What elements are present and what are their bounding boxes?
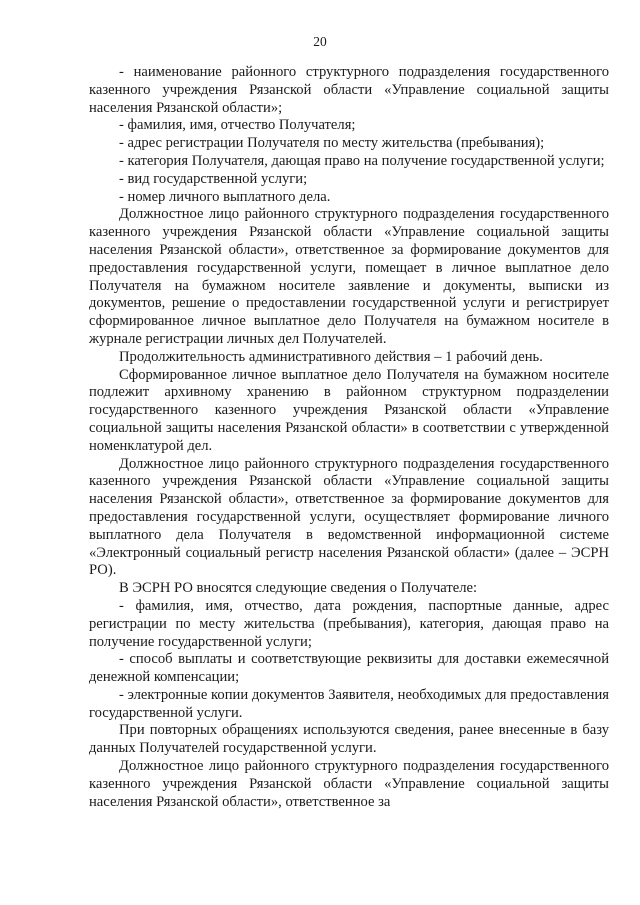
- page-number: 20: [313, 34, 327, 49]
- paragraph-list-item: - номер личного выплатного дела.: [119, 188, 331, 205]
- document-body: [89, 64, 609, 811]
- paragraph-list-item: - адрес регистрации Получателя по месту жительства (пребывания);: [119, 135, 545, 152]
- paragraph-repeat-requests: При повторных обращениях используются сведения, ранее внесенные в базу данных Получателей государственной услуги.: [89, 722, 609, 757]
- paragraph-list-item: - вид государственной услуги;: [119, 170, 308, 187]
- paragraph-list-item: - наименование районного структурного подразделения государственного казенного учреждения Рязанской области «Управление социальной защиты населения Рязанской области»;: [89, 64, 609, 116]
- paragraph-list-item: - способ выплаты и соответствующие реквизиты для доставки ежемесячной денежной компенсации;: [89, 651, 609, 686]
- paragraph-list-item: - электронные копии документов Заявителя, необходимых для предоставления государственной услуги.: [89, 686, 609, 721]
- paragraph-responsible-official-continued: Должностное лицо районного структурного подразделения государственного казенного учреждения Рязанской области «Управление социальной защиты населения Рязанской области», ответственное за: [89, 758, 609, 810]
- paragraph-esrn-formation: Должностное лицо районного структурного подразделения государственного казенного учреждения Рязанской области «Управление социальной защиты населения Рязанской области», ответственное за формирование документов для предоставления государственной услуги, осуществляет формирование личного выплатного дела Получателя в ведомственной информационной системе «Электронный социальный регистр населения Рязанской области» (далее – ЭСРН РО).: [89, 455, 609, 579]
- paragraph-list-item: - фамилия, имя, отчество Получателя;: [119, 117, 356, 134]
- paragraph-list-item: - фамилия, имя, отчество, дата рождения, паспортные данные, адрес регистрации по месту жительства (пребывания), категория, дающая право на получение государственной услуги;: [89, 597, 609, 650]
- paragraph-responsible-official: Должностное лицо районного структурного подразделения государственного казенного учреждения Рязанской области «Управление социальной защиты населения Рязанской области», ответственное за формирование документов для предоставления государственной услуги, помещает в личное выплатное дело Получателя на бумажном носителе заявление и документы, выписки из документов, решение о предоставлении государственной услуги и регистрирует сформированное личное выплатное дело Получателя на бумажном носителе в журнале регистрации личных дел Получателей.: [89, 206, 609, 347]
- paragraph-esrn-intro: В ЭСРН РО вносятся следующие сведения о Получателе:: [119, 580, 478, 597]
- paragraph-list-item: - категория Получателя, дающая право на получение государственной услуги;: [119, 152, 605, 169]
- paragraph-duration: Продолжительность административного действия – 1 рабочий день.: [119, 348, 543, 365]
- paragraph-archive: Сформированное личное выплатное дело Получателя на бумажном носителе подлежит архивному хранению в районном структурном подразделении государственного казенного учреждения Рязанской области «Управление социальной защиты населения Рязанской области» в соответствии с утвержденной номенклатурой дел.: [89, 366, 609, 454]
